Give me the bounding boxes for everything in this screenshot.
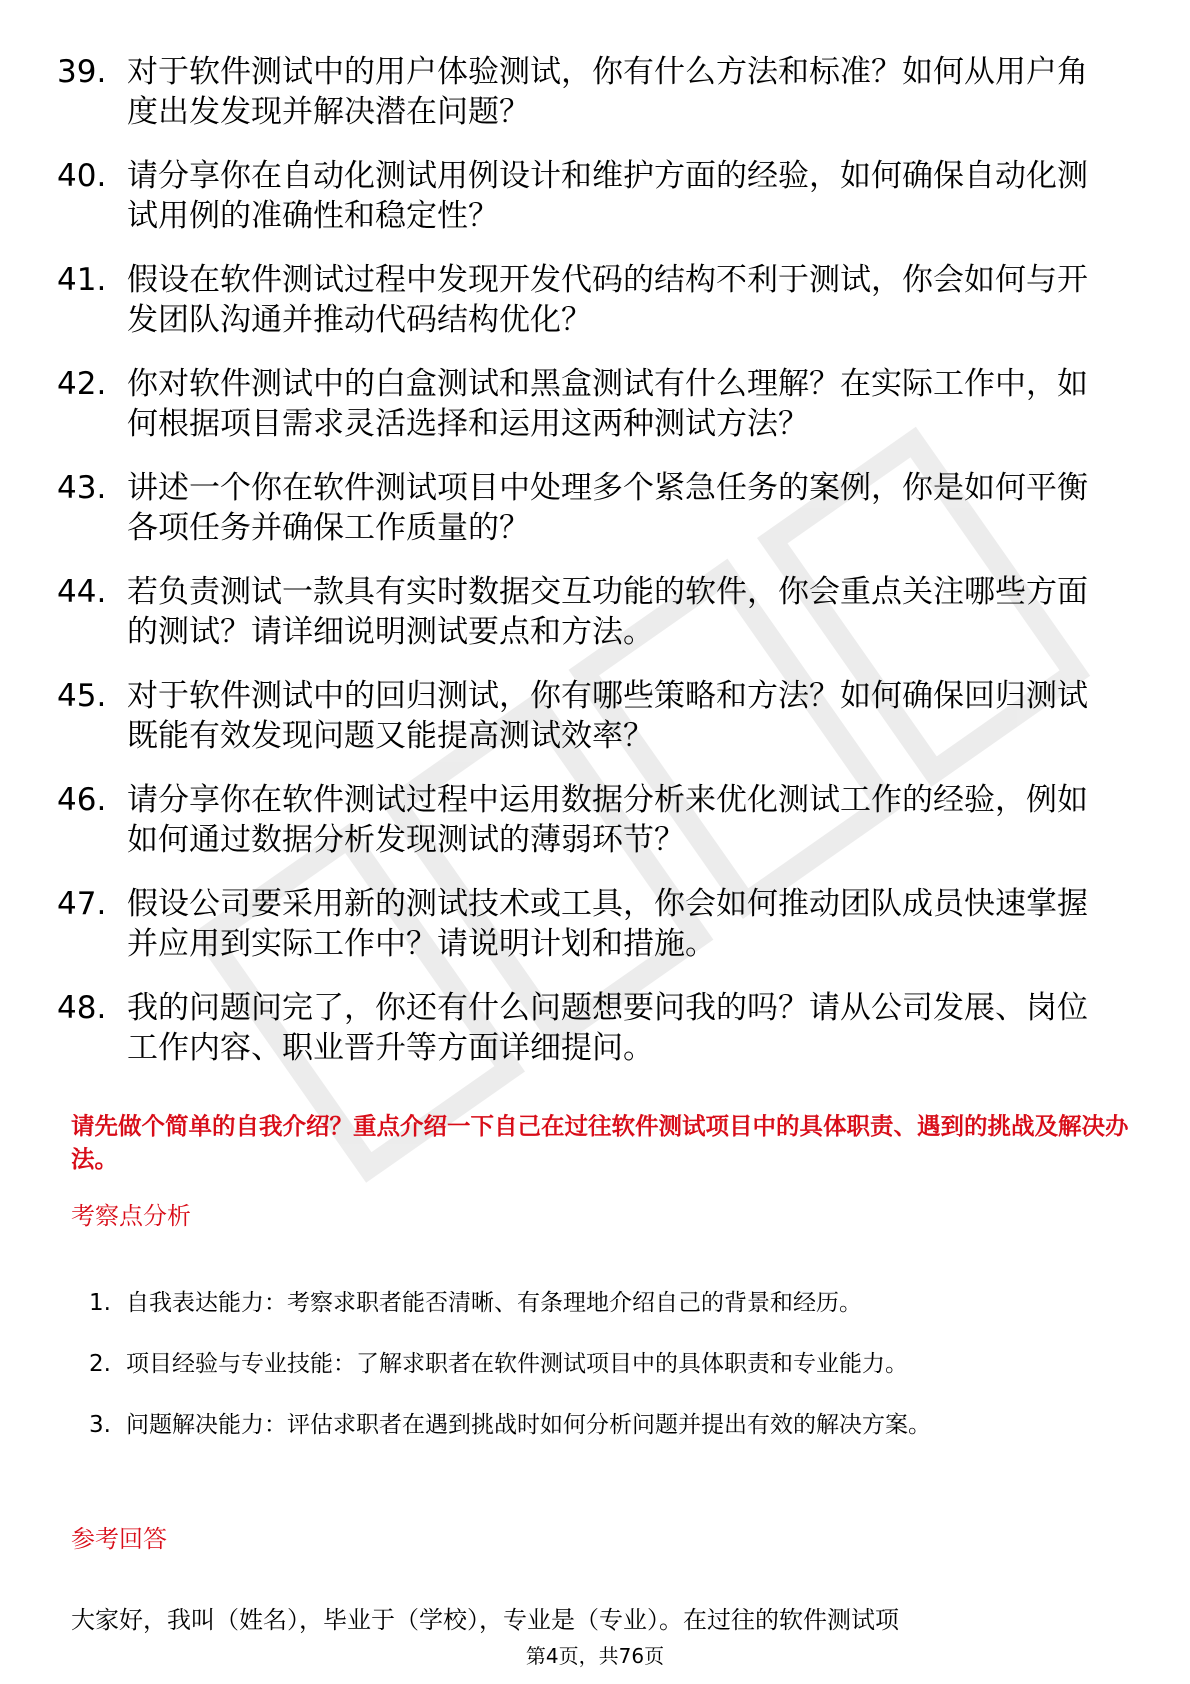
question-number: 39. xyxy=(57,54,107,90)
reference-heading: 参考回答 xyxy=(71,1525,167,1553)
analysis-item xyxy=(0,1334,1190,1395)
question-text: 你对软件测试中的白盒测试和黑盒测试有什么理解？在实际工作中，如何根据项目需求灵活选择和运用这两种测试方法？ xyxy=(127,366,1088,442)
question-text: 请分享你在自动化测试用例设计和维护方面的经验，如何确保自动化测试用例的准确性和稳定性？ xyxy=(127,158,1088,234)
question-number: 40. xyxy=(57,158,107,194)
question-number: 45. xyxy=(57,678,107,714)
question-number: 44. xyxy=(57,574,107,610)
question-text: 假设在软件测试过程中发现开发代码的结构不利于测试，你会如何与开发团队沟通并推动代码结构优化？ xyxy=(127,262,1088,338)
analysis-number: 2. xyxy=(89,1351,111,1377)
question-item xyxy=(0,780,1190,884)
question-item xyxy=(0,884,1190,988)
analysis-heading: 考察点分析 xyxy=(71,1202,191,1230)
question-item xyxy=(0,260,1190,364)
question-number: 46. xyxy=(57,782,107,818)
analysis-item xyxy=(0,1273,1190,1334)
question-text: 我的问题问完了，你还有什么问题想要问我的吗？请从公司发展、岗位工作内容、职业晋升等方面详细提问。 xyxy=(127,990,1088,1066)
question-number: 48. xyxy=(57,990,107,1026)
analysis-text: 问题解决能力：评估求职者在遇到挑战时如何分析问题并提出有效的解决方案。 xyxy=(126,1412,931,1438)
question-text: 若负责测试一款具有实时数据交互功能的软件，你会重点关注哪些方面的测试？请详细说明测试要点和方法。 xyxy=(127,574,1088,650)
question-number: 47. xyxy=(57,886,107,922)
analysis-list xyxy=(0,1273,1190,1517)
question-item xyxy=(0,988,1190,1092)
question-item xyxy=(0,572,1190,676)
analysis-number: 1. xyxy=(89,1290,111,1316)
question-item xyxy=(0,468,1190,572)
question-item xyxy=(0,676,1190,780)
question-number: 43. xyxy=(57,470,107,506)
question-number: 41. xyxy=(57,262,107,298)
question-item xyxy=(0,156,1190,260)
analysis-item xyxy=(0,1395,1190,1517)
page-footer: 第4页，共76页 xyxy=(525,1644,665,1668)
question-number: 42. xyxy=(57,366,107,402)
featured-question-heading: 请先做个简单的自我介绍？重点介绍一下自己在过往软件测试项目中的具体职责、遇到的挑战及解决办法。 xyxy=(71,1112,1129,1173)
question-item xyxy=(0,364,1190,468)
analysis-number: 3. xyxy=(89,1412,111,1438)
question-text: 讲述一个你在软件测试项目中处理多个紧急任务的案例，你是如何平衡各项任务并确保工作质量的？ xyxy=(127,470,1088,546)
question-list xyxy=(0,52,1190,1092)
question-text: 请分享你在软件测试过程中运用数据分析来优化测试工作的经验，例如如何通过数据分析发现测试的薄弱环节？ xyxy=(127,782,1088,858)
question-text: 假设公司要采用新的测试技术或工具，你会如何推动团队成员快速掌握并应用到实际工作中？请说明计划和措施。 xyxy=(127,886,1088,962)
question-text: 对于软件测试中的用户体验测试，你有什么方法和标准？如何从用户角度出发发现并解决潜在问题？ xyxy=(127,54,1088,130)
analysis-text: 项目经验与专业技能：了解求职者在软件测试项目中的具体职责和专业能力。 xyxy=(126,1351,908,1377)
question-item xyxy=(0,52,1190,156)
analysis-text: 自我表达能力：考察求职者能否清晰、有条理地介绍自己的背景和经历。 xyxy=(126,1290,862,1316)
question-text: 对于软件测试中的回归测试，你有哪些策略和方法？如何确保回归测试既能有效发现问题又能提高测试效率？ xyxy=(127,678,1088,754)
reference-answer: 大家好，我叫（姓名），毕业于（学校），专业是（专业）。在过往的软件测试项 xyxy=(71,1606,899,1634)
